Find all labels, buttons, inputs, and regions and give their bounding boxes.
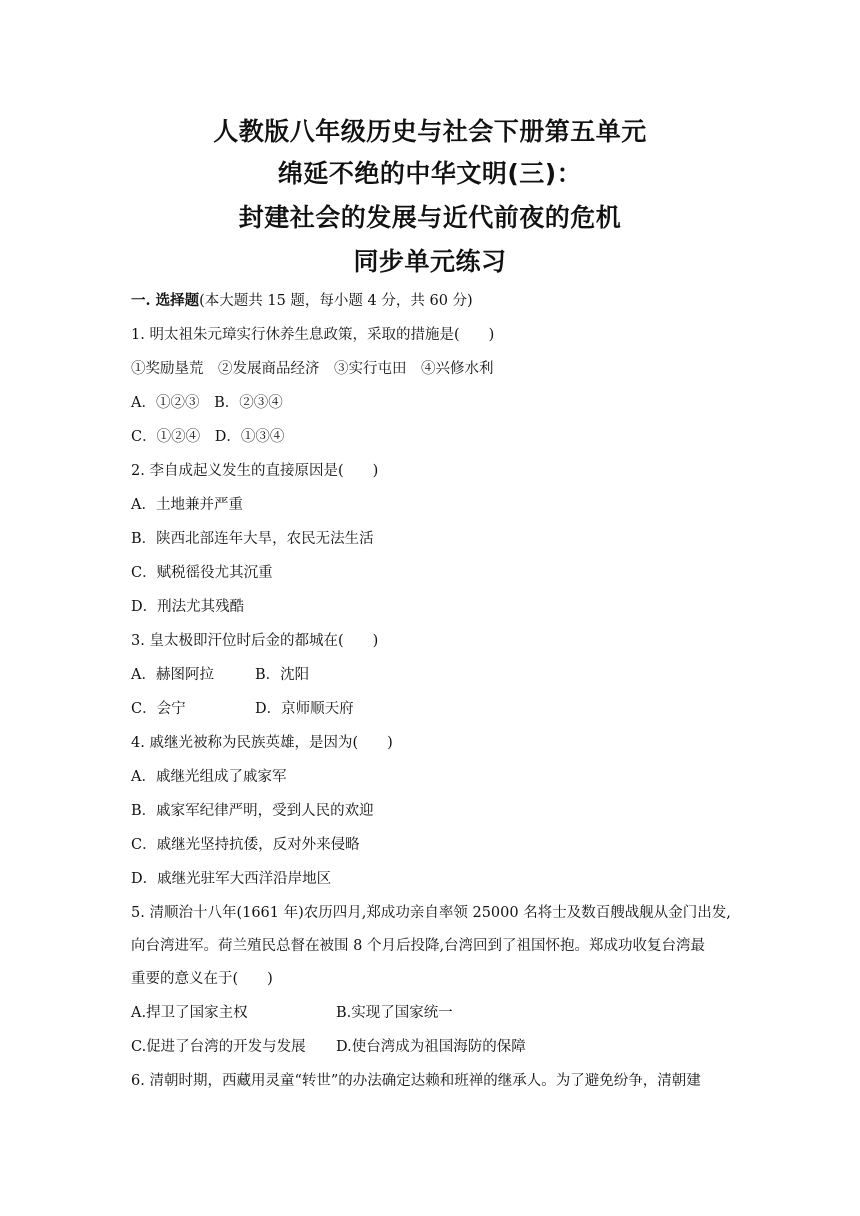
question-2-stem: 2. 李自成起义发生的直接原因是( ): [131, 463, 379, 479]
question-4-option-d: D．戚继光驻军大西洋沿岸地区: [131, 871, 332, 887]
question-3-option-a: A．赫图阿拉: [131, 667, 214, 683]
section-note: (本大题共 15 题，每小题 4 分，共 60 分): [199, 293, 473, 309]
question-5-option-c: C.促进了台湾的开发与发展: [131, 1039, 306, 1055]
question-1-option-c: C．①②④: [131, 429, 201, 445]
question-1-option-a: A．①②③: [131, 395, 200, 411]
question-1-option-d: D．①③④: [214, 429, 285, 445]
question-3-option-d: D．京师顺天府: [255, 701, 354, 717]
question-2-option-d: D．刑法尤其残酷: [131, 599, 245, 615]
question-3-options-row-1: [131, 665, 309, 685]
question-1-options-row-2: [131, 427, 284, 447]
question-4-stem: 4. 戚继光被称为民族英雄，是因为( ): [131, 735, 393, 751]
question-2-option-c: C．赋税徭役尤其沉重: [131, 565, 273, 581]
question-2-option-b: B．陕西北部连年大旱，农民无法生活: [131, 531, 374, 547]
question-5-options-row-1: [131, 1003, 453, 1023]
section-heading: 一. 选择题: [131, 292, 200, 309]
question-3-option-b: B．沈阳: [255, 667, 310, 683]
question-1-items: ①奖励垦荒 ②发展商品经济 ③实行屯田 ④兴修水利: [131, 361, 494, 377]
question-4-option-a: A．戚继光组成了戚家军: [131, 769, 287, 785]
question-2-option-a: A．土地兼并严重: [131, 497, 243, 513]
title-line-2: 绵延不绝的中华文明(三)：: [277, 159, 583, 188]
question-5-option-a: A.捍卫了国家主权: [131, 1005, 248, 1021]
question-5-stem-line-1: 5. 清顺治十八年(1661 年)农历四月,郑成功亲自率领 25000 名将士及数百艘战舰从金门出发,: [131, 905, 731, 921]
question-3-stem: 3. 皇太极即汗位时后金的都城在( ): [131, 633, 379, 649]
question-5-stem-line-2: 向台湾进军。荷兰殖民总督在被围 8 个月后投降,台湾回到了祖国怀抱。郑成功收复台湾最: [131, 938, 706, 954]
question-1-options-row-1: [131, 393, 283, 413]
title-line-1: 人教版八年级历史与社会下册第五单元: [213, 117, 647, 146]
question-4-option-b: B．戚家军纪律严明，受到人民的欢迎: [131, 803, 374, 819]
question-1-stem: 1. 明太祖朱元璋实行休养生息政策，采取的措施是( ): [131, 327, 495, 343]
question-3-options-row-2: [131, 699, 354, 719]
question-5-options-row-2: [131, 1037, 526, 1057]
question-5-option-b: B.实现了国家统一: [336, 1005, 453, 1021]
question-4-option-c: C．戚继光坚持抗倭，反对外来侵略: [131, 837, 360, 853]
section-header: [131, 291, 473, 311]
title-line-3: 封建社会的发展与近代前夜的危机: [238, 203, 622, 232]
question-5-stem-line-3: 重要的意义在于( ): [131, 971, 273, 987]
question-3-option-c: C．会宁: [131, 701, 186, 717]
title-line-4: 同步单元练习: [353, 247, 507, 276]
question-5-option-d: D.使台湾成为祖国海防的保障: [336, 1039, 526, 1055]
question-6-stem-line-1: 6. 清朝时期，西藏用灵童“转世”的办法确定达赖和班禅的继承人。为了避免纷争，清朝建: [131, 1073, 701, 1089]
question-1-option-b: B．②③④: [214, 395, 283, 411]
